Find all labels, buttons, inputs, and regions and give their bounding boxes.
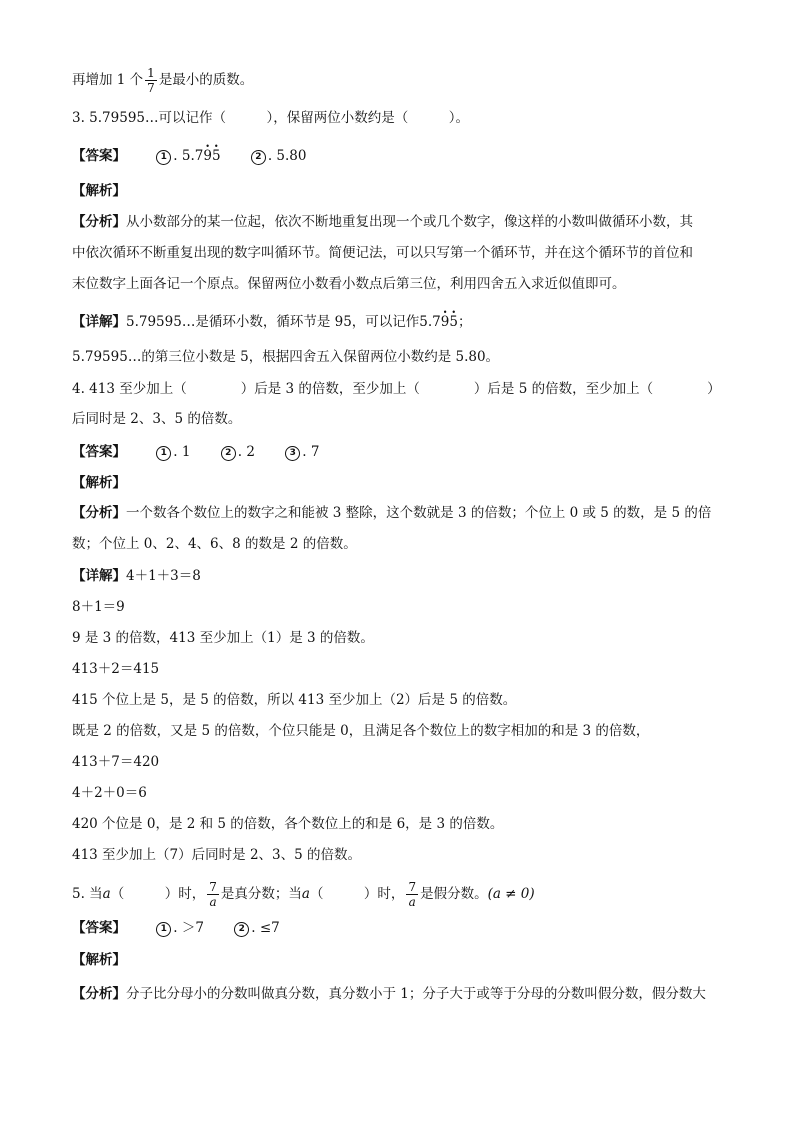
q3-question: 3. 5.79595…可以记作（ ），保留两位小数约是（ ）。: [72, 110, 469, 126]
frac-den: a: [209, 895, 217, 909]
top-line-suffix: 是最小的质数。: [158, 72, 254, 88]
blank: （ ）时，: [309, 886, 405, 902]
answer-text: . 5.80: [267, 148, 307, 164]
q4-detail-line-10: 413 至少加上（7）后同时是 2、3、5 的倍数。: [72, 847, 361, 863]
repeating-digit: • 9: [203, 146, 212, 166]
q4-analysis-line-2: 数；个位上 0、2、4、6、8 的数是 2 的倍数。: [72, 536, 357, 552]
repeating-digit: • 5: [449, 312, 458, 332]
frac-den: 7: [147, 81, 155, 95]
q5-analysis-tag: 【解析】: [72, 952, 126, 968]
circle-number: 3: [285, 446, 300, 461]
q3-answer-row: [72, 146, 307, 166]
repeat-tail: ；: [457, 314, 472, 330]
answer-item: [285, 442, 319, 462]
q4-question-line-2: 后同时是 2、3、5 的倍数。: [72, 411, 242, 427]
q3-analysis-line-1: [72, 212, 693, 232]
top-line-prefix: 再增加 1 个: [72, 72, 144, 88]
circle-number: 1: [156, 150, 171, 165]
frac-num: 1: [147, 66, 155, 80]
answer-item: [234, 918, 279, 938]
q4-detail-line-6: 既是 2 的倍数，又是 5 的倍数，个位只能是 0，且满足各个数位上的数字相加的和是 3 的倍数，: [72, 723, 650, 739]
q5-num: 5. 当: [72, 886, 103, 902]
q4-detail-line-3: 9 是 3 的倍数，413 至少加上（1）是 3 的倍数。: [72, 630, 374, 646]
repeating-digit: • 5: [212, 146, 221, 166]
fraction-7-over-a: [207, 880, 219, 909]
circle-number: 2: [251, 150, 266, 165]
q5-mid: 是真分数；当: [220, 886, 302, 902]
q3-detail-line-2: 5.79595…的第三位小数是 5，根据四舍五入保留两位小数约是 5.80。: [72, 349, 500, 365]
frac-num: 7: [209, 880, 217, 894]
q3-analysis-line-2: 中依次循环不断重复出现的数字叫循环节。简便记法，可以只写第一个循环节，并在这个循环节的首位和: [72, 245, 693, 261]
fraction-one-seventh: [145, 66, 157, 95]
q4-detail-line-7: 413＋7＝420: [72, 754, 160, 770]
q5-analysis-line-1: [72, 984, 706, 1004]
answer-item: [221, 442, 255, 462]
detail-text: 4＋1＋3＝8: [126, 568, 201, 584]
answer-item: [156, 442, 190, 462]
answer-tag: 【答案】: [72, 444, 126, 460]
answer-tag: 【答案】: [72, 920, 126, 936]
analysis-text: 一个数各个数位上的数字之和能被 3 整除，这个数就是 3 的倍数；个位上 0 或 5 的数，是 5 的倍: [126, 505, 712, 521]
answer-text: . 1: [173, 444, 191, 460]
detail-label: 【详解】: [72, 314, 126, 330]
circle-number: 1: [156, 922, 171, 937]
repeat-lead: 5.7: [419, 314, 441, 330]
condition: (a ≠ 0): [487, 886, 535, 902]
answer-text: . 5.7: [173, 148, 204, 164]
q4-detail-line-5: 415 个位上是 5，是 5 的倍数，所以 413 至少加上（2）后是 5 的倍数。: [72, 692, 517, 708]
var-a: a: [301, 886, 310, 902]
detail-label: 【详解】: [72, 568, 126, 584]
answer-text: . 2: [237, 444, 255, 460]
analysis-label: 【分析】: [72, 986, 126, 1002]
q5-answer-row: [72, 918, 280, 938]
q5-mid2: 是假分数。: [420, 886, 488, 902]
answer-item: [251, 146, 307, 166]
analysis-text: 分子比分母小的分数叫做真分数，真分数小于 1；分子大于或等于分母的分数叫假分数，假分数大: [126, 986, 706, 1002]
circle-number: 2: [234, 922, 249, 937]
answer-text: . ≤7: [251, 920, 280, 936]
analysis-text: 从小数部分的某一位起，依次不断地重复出现一个或几个数字，像这样的小数叫做循环小数，其: [126, 214, 693, 230]
q4-answer-row: [72, 442, 319, 462]
q4-detail-line-2: 8＋1＝9: [72, 599, 125, 615]
circle-number: 2: [221, 446, 236, 461]
frac-den: a: [408, 895, 416, 909]
answer-tag: 【答案】: [72, 148, 126, 164]
q4-analysis-line-1: [72, 503, 711, 523]
q4-analysis-tag: 【解析】: [72, 475, 126, 491]
circle-number: 1: [156, 446, 171, 461]
answer-text: . ＞7: [173, 920, 204, 936]
analysis-label: 【分析】: [72, 214, 126, 230]
q4-detail-line-4: 413＋2＝415: [72, 661, 160, 677]
q4-question-line-1: 4. 413 至少加上（ ）后是 3 的倍数，至少加上（ ）后是 5 的倍数，至少加上（ ）: [72, 381, 721, 397]
q4-detail-line-9: 420 个位是 0，是 2 和 5 的倍数，各个数位上的和是 6，是 3 的倍数。: [72, 816, 504, 832]
detail-text: 5.79595…是循环小数，循环节是 95，可以记作: [126, 314, 420, 330]
q4-detail-line-1: [72, 566, 201, 586]
q4-detail-line-8: 4＋2＋0＝6: [72, 785, 147, 801]
top-line: [72, 66, 253, 95]
q5-question: [72, 880, 535, 909]
q3-analysis-tag: 【解析】: [72, 183, 126, 199]
answer-item: [156, 146, 220, 166]
fraction-7-over-a: [406, 880, 418, 909]
analysis-label: 【分析】: [72, 505, 126, 521]
blank: （ ）时，: [110, 886, 206, 902]
answer-item: [156, 918, 204, 938]
repeating-digit: • 9: [441, 312, 450, 332]
var-a: a: [102, 886, 111, 902]
frac-num: 7: [408, 880, 417, 894]
q3-detail-line-1: [72, 312, 471, 332]
answer-text: . 7: [302, 444, 320, 460]
q3-analysis-line-3: 末位数字上面各记一个原点。保留两位小数看小数点后第三位，利用四舍五入求近似值即可。: [72, 276, 626, 292]
